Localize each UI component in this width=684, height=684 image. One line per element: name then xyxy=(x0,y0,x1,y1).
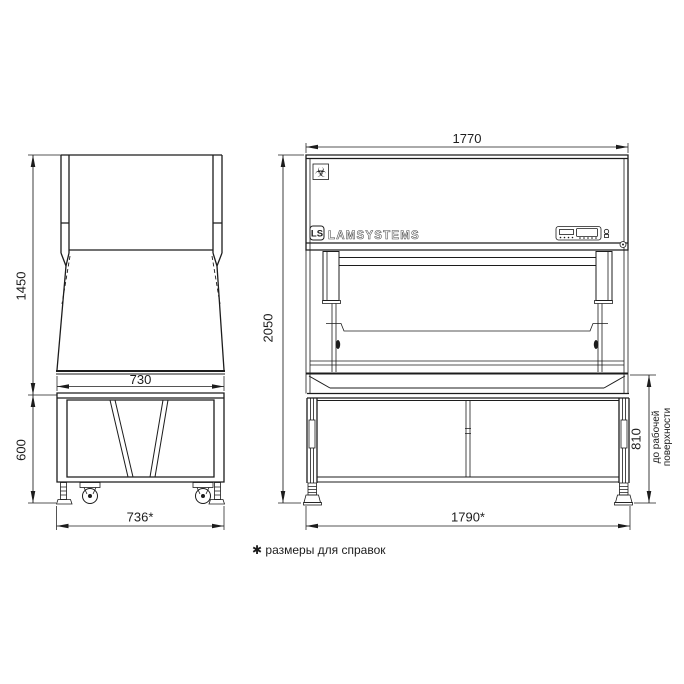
extension-lines xyxy=(278,155,304,503)
foot-stem-rings xyxy=(215,487,221,495)
dim-label-1790: 1790* xyxy=(451,509,485,525)
control-panel-screen xyxy=(577,229,598,237)
leveling-foot-left xyxy=(57,483,73,505)
leg-adjuster-right xyxy=(621,420,627,448)
dim-label-736: 736* xyxy=(126,509,154,525)
front-stand xyxy=(304,394,633,506)
sash-bottom-bar xyxy=(339,258,596,266)
stand-top-rail xyxy=(307,394,629,399)
control-panel-display xyxy=(560,230,574,235)
biohazard-icon xyxy=(313,164,329,180)
logo-brand-text: LAMSYSTEMS xyxy=(328,230,420,242)
logo-monogram: LS xyxy=(310,228,324,240)
front-view xyxy=(261,131,674,530)
dim-front-base-width xyxy=(306,506,630,530)
stand-panel-frame xyxy=(317,401,619,483)
work-surface-note-line1: до рабочей xyxy=(651,410,662,464)
dim-label-810: 810 xyxy=(628,428,644,450)
worktop-tray xyxy=(306,374,628,389)
caster-plate xyxy=(193,483,213,488)
caster-plate xyxy=(80,483,100,488)
control-panel xyxy=(556,227,609,241)
tray-sides xyxy=(309,376,625,388)
side-stand xyxy=(57,393,225,504)
side-body-outline xyxy=(61,155,222,266)
caster-hub xyxy=(88,494,92,498)
dim-front-total-height xyxy=(261,155,305,503)
caster-hub xyxy=(201,494,205,498)
dim-label-600: 600 xyxy=(13,439,29,461)
dim-label-730: 730 xyxy=(129,372,152,387)
service-socket-icon xyxy=(604,229,608,237)
stand-leg-inner-lines xyxy=(311,398,626,483)
dim-label-1770: 1770 xyxy=(452,131,482,146)
leveling-foot-front-right xyxy=(615,483,633,505)
leveling-foot-right xyxy=(209,483,225,505)
sash-handle-right xyxy=(594,340,598,349)
dim-label-1450: 1450 xyxy=(13,271,29,301)
rear-shelf-line xyxy=(326,324,608,332)
front-side-walls xyxy=(306,159,628,394)
dim-side-body-height xyxy=(14,155,62,395)
side-front-glass-edge xyxy=(57,266,224,370)
side-body xyxy=(57,155,224,370)
side-stand-frame xyxy=(57,393,224,482)
dim-front-top-width xyxy=(306,131,628,153)
work-chamber xyxy=(310,252,624,373)
control-panel-buttons xyxy=(560,237,597,239)
dim-side-base-width xyxy=(57,506,225,530)
reference-dimensions-caption: ✱ размеры для справок xyxy=(252,543,386,557)
front-head xyxy=(306,155,628,394)
side-view xyxy=(14,155,226,530)
stand-middle-divider xyxy=(465,401,471,478)
screw-valve-icon xyxy=(620,242,626,248)
brand-logo xyxy=(310,226,420,242)
dim-work-surface-height xyxy=(629,375,674,503)
stand-legs xyxy=(307,398,629,483)
leveling-foot-front-left xyxy=(304,483,322,505)
sash-rails xyxy=(332,304,602,373)
side-sash-dashed-line xyxy=(62,256,220,304)
foot-stem-rings xyxy=(61,487,67,495)
biohazard-glyph: ☣ xyxy=(314,164,327,180)
sash-guide-column-left xyxy=(323,252,341,304)
dim-label-2050: 2050 xyxy=(260,313,276,343)
work-surface-note-line2: поверхности xyxy=(662,407,673,467)
work-surface-lines xyxy=(310,361,624,365)
foot-base xyxy=(209,500,225,505)
foot-base xyxy=(57,500,73,505)
caster-wheel-left xyxy=(80,483,100,504)
side-stand-v-brace xyxy=(110,400,168,477)
dim-side-top-width xyxy=(57,372,224,391)
leg-adjuster-left xyxy=(309,420,315,448)
dim-side-stand-height xyxy=(14,395,57,503)
sash-guide-column-right xyxy=(595,252,613,304)
sash-handle-left xyxy=(336,340,340,349)
